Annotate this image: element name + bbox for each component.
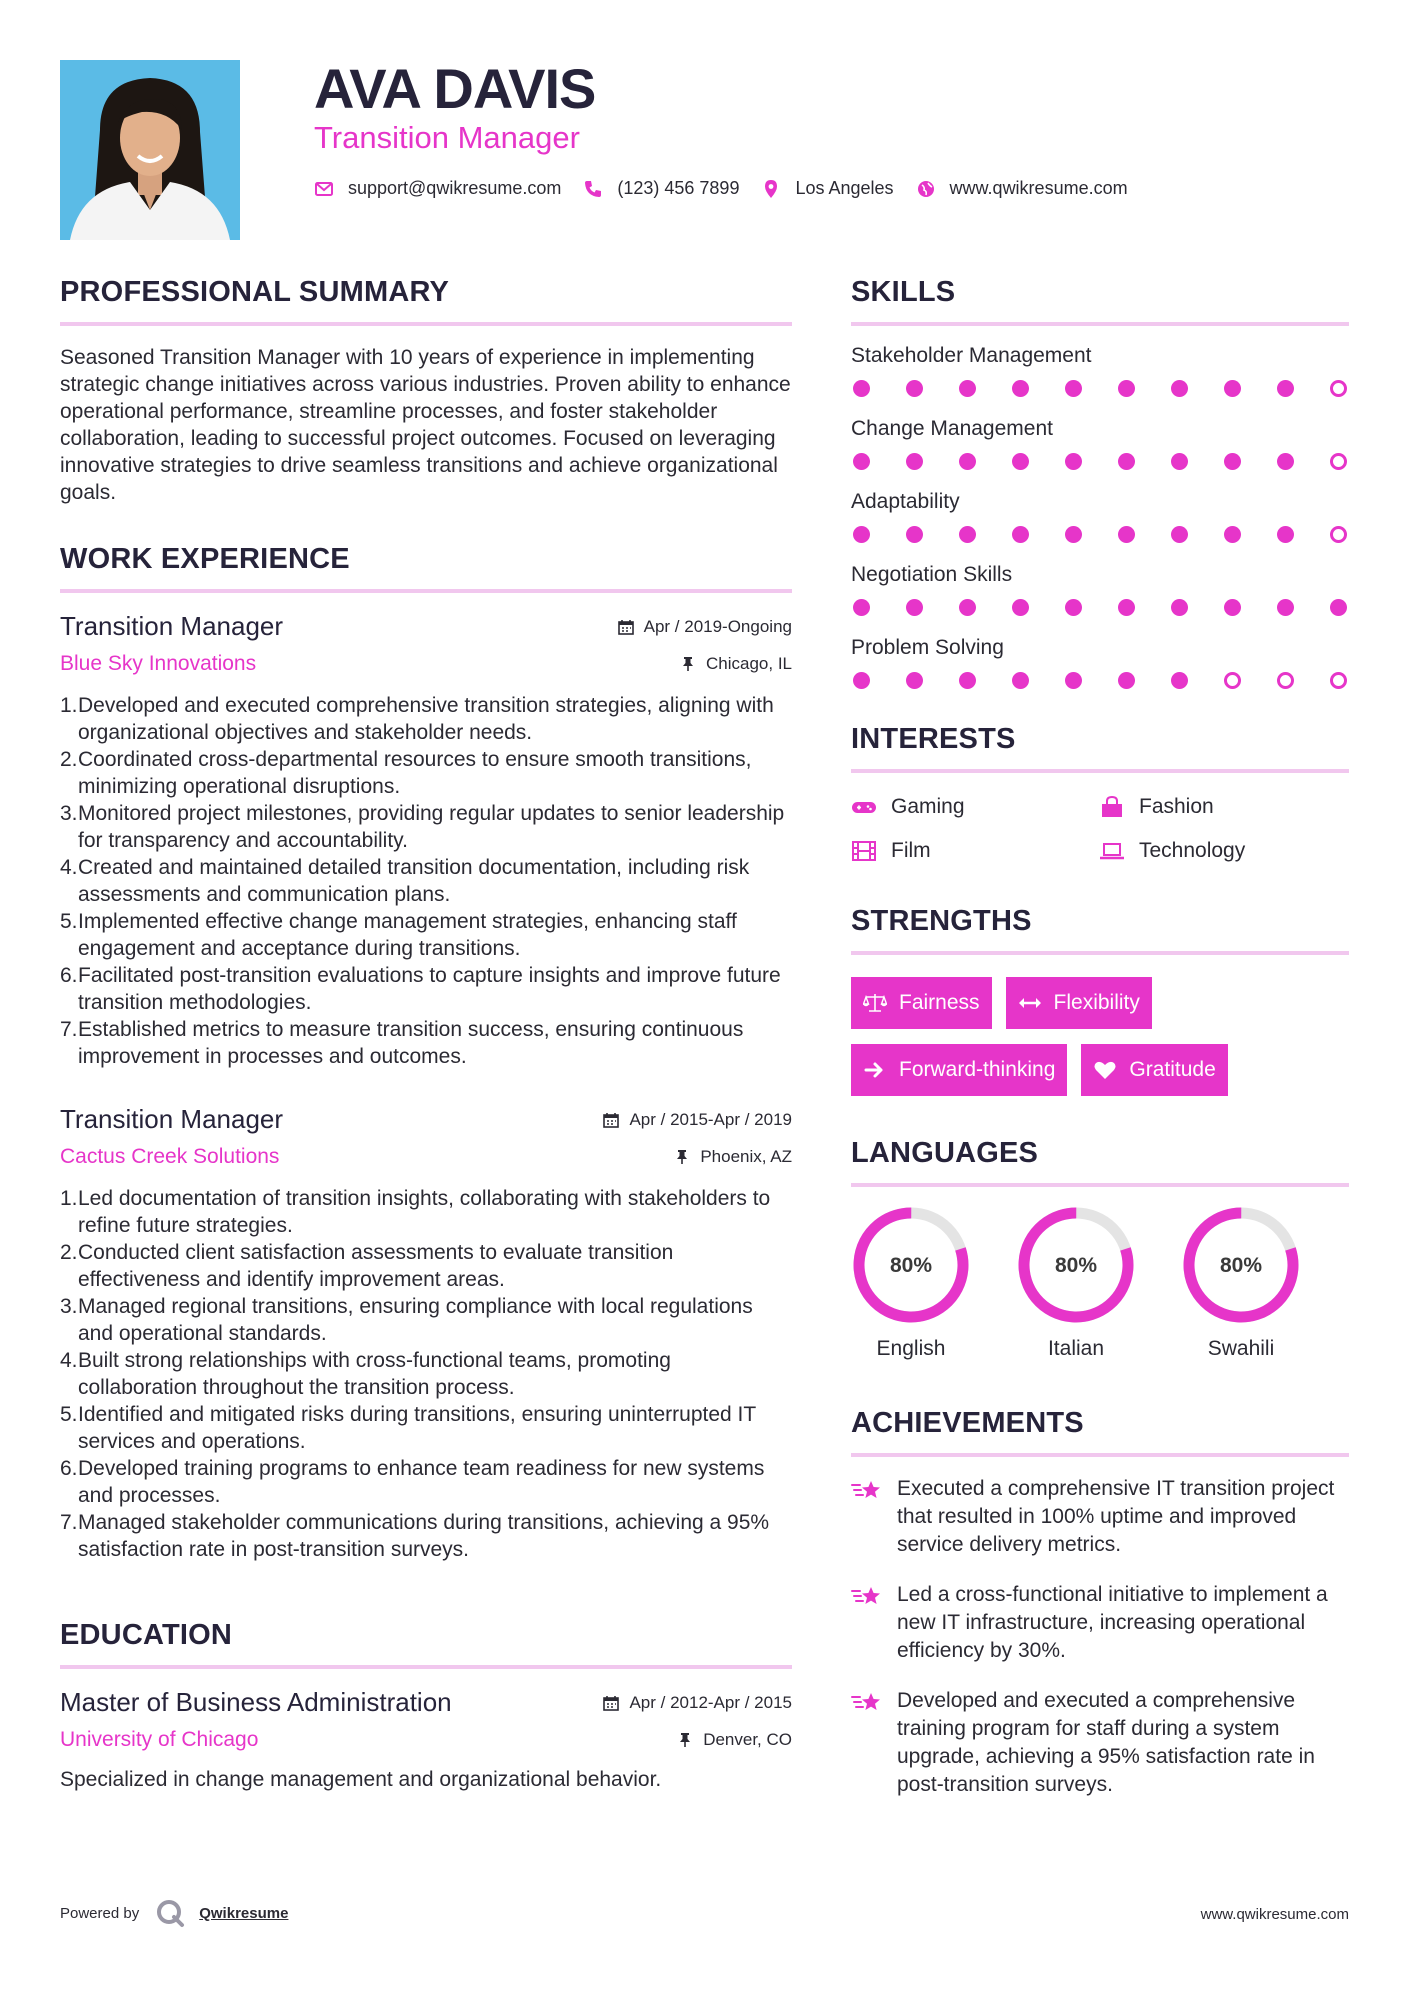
list-item: 1. Led documentation of transition insights, collaborating with stakeholders to refine future strategies. — [60, 1187, 771, 1237]
contact-location — [761, 178, 893, 199]
right-column — [851, 276, 1349, 1799]
rating-dot-filled — [959, 453, 976, 470]
rating-dot-filled — [1012, 526, 1029, 543]
skills-section — [851, 276, 1349, 689]
section-divider — [851, 769, 1349, 773]
qwikresume-logo-icon — [155, 1898, 185, 1928]
contact-bar — [314, 178, 1150, 199]
skill-rating — [851, 380, 1349, 397]
job-bullets — [60, 692, 792, 1070]
rating-dot-filled — [959, 380, 976, 397]
section-divider — [851, 951, 1349, 955]
language-ring — [851, 1205, 971, 1325]
achievement-text: Developed and executed a comprehensive training program for staff during a system upgrade, achieving a 95% satisfaction rate in post-transition surveys. — [897, 1689, 1315, 1796]
section-divider — [60, 1665, 792, 1669]
rating-dot-filled — [1012, 672, 1029, 689]
list-item: 2. Conducted client satisfaction assessments to evaluate transition effectiveness and identify improvement areas. — [60, 1241, 674, 1291]
list-item: 6. Developed training programs to enhance team readiness for new systems and processes. — [60, 1457, 765, 1507]
rating-dot-filled — [1118, 526, 1135, 543]
list-item: 5. Implemented effective change management strategies, enhancing staff engagement and acceptance during transitions. — [60, 910, 737, 960]
section-divider — [60, 589, 792, 593]
language-name: English — [876, 1337, 946, 1360]
achievement-text: Executed a comprehensive IT transition project that resulted in 100% uptime and improved service delivery metrics. — [897, 1477, 1335, 1556]
language-percent: 80% — [889, 1254, 933, 1277]
rating-dot-filled — [1330, 599, 1347, 616]
globe-icon — [916, 179, 936, 199]
strengths-list — [851, 977, 1349, 1111]
rating-dot-filled — [1012, 599, 1029, 616]
job-entry — [60, 611, 792, 1070]
education-heading: EDUCATION — [60, 1619, 233, 1651]
skill-item — [851, 563, 1349, 616]
company-name: Blue Sky Innovations — [60, 652, 257, 675]
calendar-icon — [618, 619, 634, 635]
footer-brand — [60, 1898, 288, 1928]
interests-section — [851, 723, 1349, 863]
interest-item — [851, 795, 1099, 819]
pushpin-icon — [680, 656, 696, 672]
strength-label: Gratitude — [1129, 1058, 1216, 1081]
qwikresume-link[interactable]: Qwikresume — [199, 1904, 289, 1922]
job-date — [618, 617, 792, 637]
rating-dot-filled — [1065, 380, 1082, 397]
contact-email-text: support@qwikresume.com — [348, 178, 562, 198]
calendar-icon — [603, 1112, 619, 1128]
rating-dot-filled — [1224, 380, 1241, 397]
section-divider — [851, 1453, 1349, 1457]
rating-dot-filled — [1171, 599, 1188, 616]
shooting-star-icon — [851, 1477, 885, 1505]
skill-item — [851, 344, 1349, 397]
heart-icon — [1093, 1060, 1117, 1080]
strength-label: Forward-thinking — [899, 1058, 1056, 1081]
rating-dot-filled — [906, 453, 923, 470]
skill-item — [851, 490, 1349, 543]
map-pin-icon — [761, 179, 781, 199]
achievements-list — [851, 1475, 1349, 1799]
rating-dot-filled — [906, 672, 923, 689]
list-item: 3. Managed regional transitions, ensuring compliance with local regulations and operational standards. — [60, 1295, 753, 1345]
rating-dot-filled — [1065, 599, 1082, 616]
languages-heading: LANGUAGES — [851, 1137, 1039, 1169]
achievement-text: Led a cross-functional initiative to implement a new IT infrastructure, increasing operational efficiency by 30%. — [897, 1583, 1328, 1662]
contact-website-text: www.qwikresume.com — [949, 178, 1128, 198]
rating-dot-filled — [1065, 526, 1082, 543]
pushpin-icon — [674, 1149, 690, 1165]
rating-dot-empty — [1330, 526, 1347, 543]
section-divider — [851, 1183, 1349, 1187]
rating-dot-filled — [853, 380, 870, 397]
rating-dot-empty — [1330, 453, 1347, 470]
achievement-item — [851, 1475, 1349, 1559]
skill-rating — [851, 672, 1349, 689]
education-note: Specialized in change management and organizational behavior. — [60, 1768, 662, 1791]
skill-name: Adaptability — [851, 490, 960, 513]
contact-location-text: Los Angeles — [795, 178, 894, 198]
language-item — [851, 1205, 971, 1361]
rating-dot-filled — [853, 526, 870, 543]
achievement-item — [851, 1581, 1349, 1665]
rating-dot-filled — [1012, 453, 1029, 470]
rating-dot-filled — [1118, 672, 1135, 689]
list-item: 4. Created and maintained detailed transition documentation, including risk assessments and communication plans. — [60, 856, 750, 906]
summary-heading: PROFESSIONAL SUMMARY — [60, 276, 450, 308]
rating-dot-filled — [1012, 380, 1029, 397]
company-name: Cactus Creek Solutions — [60, 1145, 280, 1168]
shooting-star-icon — [851, 1583, 885, 1611]
summary-section — [60, 276, 792, 506]
rating-dot-filled — [1118, 380, 1135, 397]
language-item — [1016, 1205, 1136, 1361]
achievement-item — [851, 1687, 1349, 1799]
list-item: 6. Facilitated post-transition evaluations to capture insights and improve future transition methodologies. — [60, 964, 781, 1014]
school-name: University of Chicago — [60, 1728, 259, 1751]
rating-dot-filled — [959, 599, 976, 616]
rating-dot-filled — [959, 526, 976, 543]
strengths-section — [851, 905, 1349, 1111]
rating-dot-filled — [1277, 453, 1294, 470]
calendar-icon — [603, 1695, 619, 1711]
strength-badge — [851, 1044, 1067, 1096]
rating-dot-filled — [1171, 526, 1188, 543]
pushpin-icon — [677, 1732, 693, 1748]
interest-label: Gaming — [891, 795, 965, 818]
rating-dot-empty — [1330, 380, 1347, 397]
rating-dot-filled — [1065, 672, 1082, 689]
rating-dot-filled — [853, 453, 870, 470]
strength-badge — [1006, 977, 1152, 1029]
envelope-icon — [314, 179, 334, 199]
job-date — [603, 1110, 792, 1130]
job-location-text: Chicago, IL — [706, 654, 792, 673]
rating-dot-filled — [906, 526, 923, 543]
arrow-right-icon — [863, 1060, 887, 1080]
list-item: 7. Managed stakeholder communications during transitions, achieving a 95% satisfaction rate in post-transition surveys. — [60, 1511, 770, 1561]
job-title: Transition Manager — [60, 611, 284, 641]
list-item: 5. Identified and mitigated risks during transitions, ensuring uninterrupted IT services and operations. — [60, 1403, 756, 1453]
rating-dot-filled — [1118, 453, 1135, 470]
rating-dot-filled — [1171, 453, 1188, 470]
contact-phone-text: (123) 456 7899 — [617, 178, 740, 198]
experience-section — [60, 543, 792, 1563]
languages-list — [851, 1205, 1349, 1361]
language-name: Italian — [1047, 1337, 1105, 1360]
rating-dot-filled — [1277, 380, 1294, 397]
section-divider — [851, 322, 1349, 326]
interest-label: Technology — [1139, 839, 1246, 862]
job-location-text: Phoenix, AZ — [700, 1147, 792, 1166]
shopping-bag-icon — [1099, 796, 1125, 818]
rating-dot-filled — [1224, 526, 1241, 543]
phone-icon — [583, 179, 603, 199]
shooting-star-icon — [851, 1689, 885, 1717]
skill-rating — [851, 453, 1349, 470]
rating-dot-filled — [1118, 599, 1135, 616]
skills-heading: SKILLS — [851, 276, 956, 308]
achievements-heading: ACHIEVEMENTS — [851, 1407, 1084, 1439]
balance-scale-icon — [863, 993, 887, 1013]
rating-dot-filled — [1065, 453, 1082, 470]
job-entry — [60, 1104, 792, 1563]
strength-label: Flexibility — [1053, 991, 1140, 1014]
contact-website[interactable] — [916, 178, 1128, 199]
skill-name: Negotiation Skills — [851, 563, 1013, 586]
education-section — [60, 1619, 792, 1793]
laptop-icon — [1099, 840, 1125, 862]
strengths-heading: STRENGTHS — [851, 905, 1032, 937]
rating-dot-filled — [853, 599, 870, 616]
strength-badge — [1081, 1044, 1227, 1096]
skill-item — [851, 636, 1349, 689]
gamepad-icon — [851, 796, 877, 818]
job-bullets — [60, 1185, 792, 1563]
interest-item — [851, 839, 1099, 863]
rating-dot-filled — [1171, 672, 1188, 689]
skill-name: Change Management — [851, 417, 1053, 440]
section-divider — [60, 322, 792, 326]
powered-by-text: Powered by — [60, 1904, 140, 1922]
rating-dot-filled — [906, 599, 923, 616]
rating-dot-filled — [906, 380, 923, 397]
education-date-text: Apr / 2012-Apr / 2015 — [629, 1693, 792, 1712]
skill-rating — [851, 599, 1349, 616]
education-location-text: Denver, CO — [703, 1730, 792, 1749]
interest-item — [1099, 795, 1347, 819]
skills-list — [851, 344, 1349, 689]
candidate-name: AVA DAVIS — [314, 57, 596, 120]
rating-dot-filled — [1277, 526, 1294, 543]
arrows-horizontal-icon — [1018, 993, 1042, 1013]
experience-heading: WORK EXPERIENCE — [60, 543, 350, 575]
rating-dot-empty — [1330, 672, 1347, 689]
footer-website[interactable]: www.qwikresume.com — [1200, 1906, 1349, 1923]
job-date-text: Apr / 2019-Ongoing — [643, 617, 792, 636]
list-item: 7. Established metrics to measure transition success, ensuring continuous improvement in processes and outcomes. — [60, 1018, 744, 1068]
degree-title: Master of Business Administration — [60, 1687, 452, 1717]
language-percent: 80% — [1219, 1254, 1263, 1277]
candidate-title: Transition Manager — [314, 120, 580, 155]
job-location — [680, 654, 792, 674]
achievements-section — [851, 1407, 1349, 1799]
rating-dot-filled — [1171, 380, 1188, 397]
list-item: 2. Coordinated cross-departmental resources to ensure smooth transitions, minimizing operational disruptions. — [60, 748, 752, 798]
summary-text: Seasoned Transition Manager with 10 years of experience in implementing strategic change initiatives across various industries. Proven ability to enhance operational performance, streamline processes, and foster stakeholder collaboration, leading to successful project outcomes. Focused on leveraging innovative strategies to drive seamless transitions and achieve organizational goals. — [60, 346, 791, 504]
rating-dot-filled — [1224, 453, 1241, 470]
list-item: 1. Developed and executed comprehensive transition strategies, aligning with organizational objectives and stakeholder needs. — [60, 694, 774, 744]
strength-label: Fairness — [899, 991, 980, 1014]
contact-phone[interactable] — [583, 178, 739, 199]
language-name: Swahili — [1207, 1337, 1275, 1360]
job-date-text: Apr / 2015-Apr / 2019 — [629, 1110, 792, 1129]
skill-name: Stakeholder Management — [851, 344, 1092, 367]
profile-photo — [60, 60, 240, 240]
skill-item — [851, 417, 1349, 470]
rating-dot-filled — [1277, 599, 1294, 616]
rating-dot-empty — [1224, 672, 1241, 689]
job-location — [674, 1147, 792, 1167]
language-ring — [1181, 1205, 1301, 1325]
education-date — [603, 1693, 792, 1713]
language-item — [1181, 1205, 1301, 1361]
contact-email[interactable] — [314, 178, 561, 199]
languages-section — [851, 1137, 1349, 1361]
language-ring — [1016, 1205, 1136, 1325]
education-entry — [60, 1687, 792, 1793]
list-item: 3. Monitored project milestones, providing regular updates to senior leadership for transparency and accountability. — [60, 802, 785, 852]
list-item: 4. Built strong relationships with cross-functional teams, promoting collaboration throughout the transition process. — [60, 1349, 671, 1399]
interest-label: Fashion — [1139, 795, 1214, 818]
left-column — [60, 276, 792, 1793]
interests-list — [851, 795, 1349, 863]
film-icon — [851, 840, 877, 862]
rating-dot-filled — [853, 672, 870, 689]
education-location — [677, 1730, 792, 1750]
rating-dot-filled — [1224, 599, 1241, 616]
strength-badge — [851, 977, 992, 1029]
job-title: Transition Manager — [60, 1104, 284, 1134]
rating-dot-empty — [1277, 672, 1294, 689]
interest-item — [1099, 839, 1347, 863]
rating-dot-filled — [959, 672, 976, 689]
interests-heading: INTERESTS — [851, 723, 1016, 755]
skill-rating — [851, 526, 1349, 543]
skill-name: Problem Solving — [851, 636, 1004, 659]
interest-label: Film — [891, 839, 931, 862]
language-percent: 80% — [1054, 1254, 1098, 1277]
